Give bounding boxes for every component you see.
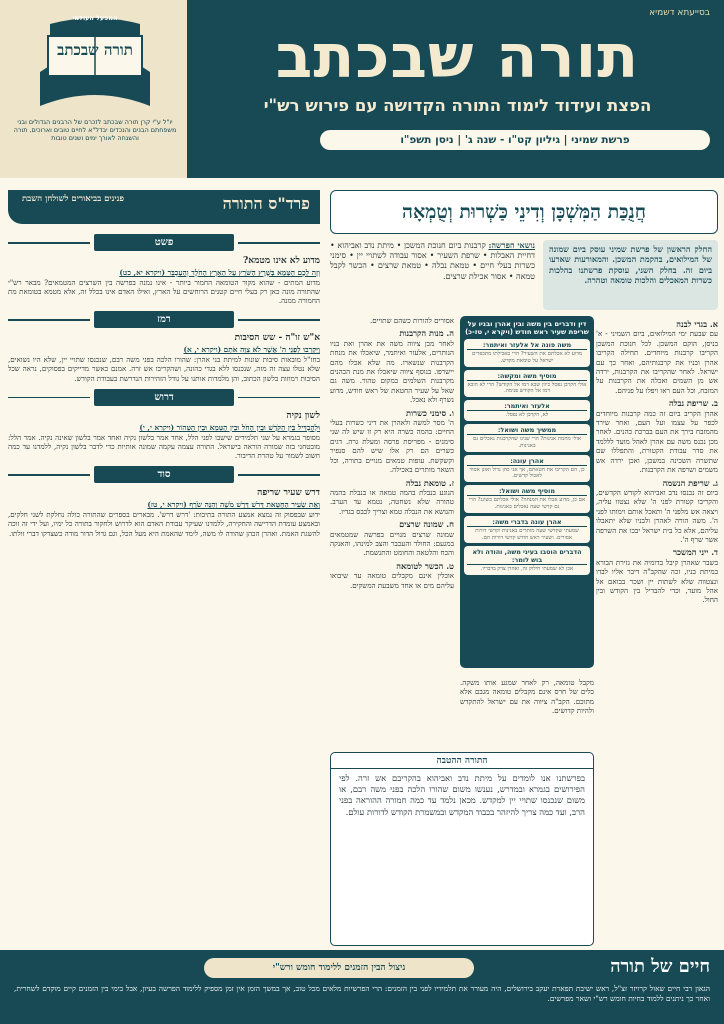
bubble-title: הדברים הוטבו בעיני משה, והודה ולא בוש לומר:	[467, 548, 587, 565]
pardes-content	[8, 228, 320, 948]
pasuk-quote: וְזֶה לָכֶם הַטָּמֵא בַּשֶּׁרֶץ הַשֹּׁרֵץ עַל הָאָרֶץ הַחֹלֶד וְהָעַכְבָּר (ויקרא יא, כט)	[119, 268, 320, 277]
torah-book-logo-icon	[30, 14, 160, 114]
footer-subtitle: ניצול הבין הזמנים ללימוד חומש ורש"י	[204, 958, 474, 978]
summary-text: קרבנות ביום חנוכת המשכן • מיתת נדב ואביהוא • דחיית האבלות • שרפת השעיר • אסור עבודה לשתויי יין • סימני כשרות בעלי חיים • טמאת נבלה • טמאת שרצים • הכשר לקבל טמאה • אסור אכילת שרצים.	[330, 241, 535, 281]
section-question: לשון נקיה	[286, 410, 320, 421]
bubble-body: אם כן, מדוע אכלו את המנחה? אולי אכלתם בשוגג? הרי גם קדשי שעה נאכלים באנינות.	[468, 497, 586, 510]
section-ribbon: רמז	[94, 311, 234, 328]
bubble-title: אהרן עונה בדברי משה:	[467, 518, 587, 527]
lesson-text: בפרשתנו אנו לומדים על מיתת נדב ואביהוא בהקריבם אש זרה. לפי הפירושים בגמרא ובמדרש, נענשו משום שהורו הלכה בפני משה רבם, או משום שנכנסו שתויי יין למקדש. מכאן נלמד עד כמה חמורה ההוראה בפני הרב, ועד כמה צריך להיזהר בכבוד המקדש ובמשמרת הקודש לדורות עולם.	[339, 773, 585, 817]
bubble-body: אולי הקרבן נפסל כיוון שבא דמו אל הקודש? הרי לא הובא דמו אל הקודש פנימה.	[467, 381, 587, 395]
section-heading: ד. ייני המשכר	[673, 547, 718, 558]
dialogue-bubble	[464, 424, 590, 452]
section-text: מסופר בגמרא על שני תלמידים שישבו לפני הלל, אחד אמר בלשון נקיה ואחד אמר בלשון שאינה נקיה. אמר הלל: מובטחני בזה שמורה הוראה בישראל. התורה עצמה עקמה שמונה אותיות כדי לדבר בלשון נקיה, ללמדנו עד כמה חשוב לשמור על טהרת הדיבור.	[8, 432, 320, 461]
bubble-title: ממשיך משה ושואל:	[467, 426, 587, 435]
footer-banner	[0, 950, 724, 1024]
section-heading: ח. שמונה שרצים	[399, 519, 454, 530]
section-heading: ה. מנות הקרבנות	[399, 328, 454, 339]
topic-summary	[330, 240, 535, 310]
bubble-title: אלעזר ואיתמר:	[467, 402, 587, 411]
pasuk-quote: וּלְהַבְדִּיל בֵּין הַקֹּדֶשׁ וּבֵין הַחֹל וּבֵין הַטָּמֵא וּבֵין הַטָּהוֹר (ויקרא י, י)	[139, 422, 320, 432]
article-column-continued: מקבל טומאה, רק לאחר שמגע אותו משקה. כלים של חרס אינם מקבלים טומאה מגבם אלא מתוכם. הקב"ה ציווה את עם ישראל להתקדש ולהיות קדושים.	[460, 678, 594, 716]
pasuk-quote: וְאֵת שְׂעִיר הַחַטָּאת דָּרֹשׁ דָּרַשׁ מֹשֶׁה וְהִנֵּה שֹׂרָף (ויקרא י, טז)	[147, 500, 320, 510]
section-text: שמונה שרצים מנויים בפרשה שמטמאים במגעם: החולד והעכבר והצב למינהו, והאנקה והכח והלטאה והחומט והתנשמת.	[330, 529, 454, 558]
bubble-title: אהרן עונה:	[467, 457, 587, 466]
section-text: אוכלין אינם מקבלים טומאה עד שיבואו עליהם מים או אחד משבעת המשקים.	[330, 571, 454, 590]
bubble-title: משה פונה אל אלעזר ואיתמר:	[467, 341, 587, 350]
logo-panel	[0, 0, 190, 178]
footer-title: חיים של תורה	[610, 956, 710, 977]
newsletter-title: תורה שבכתב	[275, 22, 640, 92]
dialogue-bubble	[464, 339, 590, 367]
section-question: א"ש זו"ה - שש הסיבות	[234, 333, 320, 344]
bubble-body: לא, הקרבן לא נפסל.	[505, 412, 549, 419]
bubble-title: מוסיף משה ושואל:	[467, 487, 587, 496]
article-column-right	[596, 316, 718, 946]
lesson-box	[330, 752, 594, 946]
masthead	[0, 0, 724, 178]
pasuk-quote: וַיִּקְרְבוּ לִפְנֵי ה' אֲשֶׁר לֹא צִוָּה אֹתָם (ויקרא י, א)	[183, 345, 320, 355]
section-heading: ט. הכשר לטומאה	[396, 560, 454, 571]
dialogue-bubble	[464, 546, 590, 575]
dialogue-bubble	[464, 370, 590, 398]
section-text: לאחר מכן ציווה משה את אהרן ואת בניו הנותרים, אלעזר ואיתמר, שיאכלו את מנחת הקרבנות שנשארו. מה שלא אכלו מהם יישרפו. בנוסף ציווה שיאכלו את מנת הכהנים מקרבנות השלמים במקום טהור. משה גם שאל על שעיר החטאת של ראש חודש, מדוע נשרף ולא נאכל.	[330, 338, 454, 405]
logo-title: תורה שבכתב	[57, 41, 133, 59]
bubble-title: מוסיף משה ומקשה:	[467, 372, 587, 381]
pardes-title: פרד"ס התורה	[222, 194, 310, 213]
lesson-title: התורה ההטבה	[331, 753, 593, 769]
dialogue-panel	[460, 316, 594, 668]
section-text: בשבר שאהרן קיבל בדומיה את גזירת הבורא במיתת בניו, זכה שהקב"ה דיבר אליו לבדו ונצטווה שלא לשתות יין ושכר בבואם אל אהל מועד, וכדי להבדיל בין הקודש ובין החול.	[596, 557, 718, 605]
section-text: אסורים להורות כשהם שתויים.	[369, 316, 454, 325]
section-question: דרש שעיר שריפה	[257, 488, 320, 499]
dialogue-bubble	[464, 516, 590, 544]
summary-head: נושאי הפרשה:	[488, 240, 536, 250]
bubble-body: שמעתי שקדשי שעה מותרים באנינות וקדשי דורות אסורים. ושעיר ראש חודש קדשי דורות הם.	[475, 527, 579, 541]
bubble-body: אולי מחמת אנינות? הרי שנינו שהקרבנות נאכלים גם באנינות.	[473, 435, 581, 449]
pardes-banner	[8, 190, 320, 224]
issue-info: פרשת שמיני | גיליון קט"ו - שנה ג' | ניסן תשפ"ו	[320, 130, 710, 150]
footer-text: הגאון רבי חיים שאול קרויזר זצ"ל, ראש ישיבת תפארת יעקב בירושלים, היה מעורר את תלמידיו לפני בין הזמנים: הרי הפרשיות מלאים מכל טוב, אך במשך הזמן אין זמן מספיק ללימוד הפרשה בעיון, אבל בימי בין הזמנים קיים מוקדם לשחרית, ואחר כך ניתנים ללמוד בחיות חומש רש"י ושאר מפרשים.	[14, 984, 710, 1003]
section-heading: ג. שריפת הנשמה	[662, 477, 718, 488]
sponsor-tag: בסייעתא דשמיא	[649, 8, 710, 18]
section-text: הנוגע בנבלת בהמה טמאה או בנבלת בהמה טהורה שלא נשחטה, נטמא עד הערב. והנושא את הנבלה טמא וצריך לכבס בגדיו.	[330, 487, 454, 516]
dedication-text: יו"ל ע"י קרן תורה שבכתב לזכרם של הרבנים הגדולים ובני משפחתם הבנים והנכדים יבדל"א לחיים טובים וארוכים, תורה והשגחה לאורך ימים ושנים טובות	[13, 118, 177, 142]
newsletter-subtitle: הפצת ועידוד לימוד התורה הקדושה עם פירוש רש"י	[263, 96, 652, 115]
logo-top-text: המפעל העולמי	[72, 14, 118, 22]
article-column-left	[330, 316, 454, 750]
dialogue-bubble	[464, 455, 590, 483]
section-text: ה' מסר למשה ולאהרן את דיני כשרות בעלי החיים: בהמה כשרה היא רק זו שיש לה שני סימנים - מפריסת פרסה ומעלת גרה. דגים כשרים הם רק אלו שיש להם סנפיר וקשקשת. עופות טמאים מנויים בתורה, וכל השאר מותרים באכילה.	[330, 418, 454, 475]
section-text: ביום זה נכנסו נדב ואביהוא לקודש הקדשים, והקריבו קטורת לפני ה' שלא נצטוו עליה, ויצאה אש מלפני ה' ותאכל אותם וימותו לפני ה'. משה הורה לאהרן ולבניו שלא יתאבלו עליהם, אלא כל בית ישראל יבכו את השרפה אשר שרף ה'.	[596, 487, 718, 544]
pardes-subtitle: פנינים בביאורים לשולחן השבת	[21, 194, 125, 204]
bubble-body: מדוע לא אכלתם את השעיר? הרי באכילתו מתכפרים ישראל על טומאת מקדש.	[471, 351, 583, 364]
section-text: מדוע המתים - שהוא מקור הטומאה החמור ביותר - אינו נמנה בפרשה בין השרצים המטמאים? מבאר רש"י שהתורה מונה כאן רק בעלי חיים קטנים הרוחשים על הארץ, ואילו האדם אינו בכלל זה, אלא מטמא בטומאת מת החמורה ממנה.	[8, 277, 320, 306]
section-heading: ו. סימני כשרות	[405, 407, 454, 418]
dialogue-bubble	[464, 400, 590, 421]
section-heading: ב. שריפת נבלה	[668, 398, 718, 409]
pardes-column	[8, 190, 320, 950]
section-text: אהרן הקריב ביום זה כמה קרבנות מיוחדים לכפר על עצמו ועל העם, ואחר שירד מהמזבח בירך את העם בברכת כהנים. לאחר מכן נכנס משה עם אהרן לאהל מועד לללמד את סדר עבודת הקטורת, והתפללו שם שתשרה השכינה במשכן, ואכן ירדה אש משמים ושרפה את הקרבנות.	[596, 408, 718, 475]
section-ribbon: דרוש	[94, 389, 234, 406]
section-ribbon: סוד	[94, 466, 234, 483]
section-text: בחז"ל מובאות סיבות שונות למיתת בני אהרן: שהורו הלכה בפני משה רבם, שנכנסו שתויי יין, שלא היו נשואים, שלא נטלו עצה זה מזה, שנכנסו ללא בגדי כהונה, ושהקריבו אש זרה. אמנם כאשר מדייקים בפסוקים, נראה שכל הסיבות רמוזות בלשון הכתוב, והן מלמדות אותנו על גודל הזהירות הנדרשת בעבודת הקודש.	[8, 355, 320, 383]
section-question: מדוע לא אינו מטמא?	[243, 256, 320, 266]
dialogue-bubble	[464, 485, 590, 513]
bubble-body: אכן לא שמעתי חילוק זה, ואהרן צדק בדבריו.	[480, 566, 574, 573]
section-ribbon: פשט	[94, 234, 234, 251]
section-text: עם שבעת ימי המילואים, ביום השמיני - א' בניסן, הוקם המשכן. לכל חנוכת המשכן הקריבו קרבנות מיוחדים. תחילה הקריבו אהרן ובניו את קרבנותיהם, ואחר כך עם ישראל. לאחר שהקריבו את הקרבנות, ירדה אש מן השמים ואכלה את הקרבנות על המזבח, וכל העם ראו ויפלו על פניהם.	[596, 329, 718, 395]
section-heading: א. בגדי לבנה	[676, 319, 718, 329]
section-heading: ז. טומאת נבלה	[405, 477, 454, 488]
main-article	[330, 190, 718, 950]
bubble-body: כן, הם הקריבו את חטאתם, אך אני כהן גדול ואונן אסור לאכול קדשים.	[469, 466, 585, 480]
topic-intro: החלק הראשון של פרשת שמיני עוסק ביום שמונה של המילואים, בהקמת המשכן. והמאורעות שארעו ביום זה. בחלק השני, עוסקת פרשתנו בהלכות כשרות המאכלים והלכות טומאה וטהרה.	[543, 240, 718, 310]
section-text: ידוע שבפסוק זה נמצא אמצע התורה בתיבות: 'דרש דרש'. מבארים בספרים שהתורה כולה נחלקת לשני חלקים, ובאמצע עומדת הדרישה והחקירה, ללמדנו שעיקר עבודת האדם הוא לדרוש ולחקור בתורה כל ימיו, ועל ידי זה זוכה להשגת האמת. ואהרן הכהן שהודה לו משה, לימד שהאמת היא מעל הכל, וגם גדול הדור מודה כשצדקו דברי זולתו.	[8, 510, 320, 538]
topic-title: חֲנֻכַּת הַמִּשְׁכָּן וְדִינֵי כַּשְׁרוּת וְטֻמְאָה	[330, 190, 718, 234]
dialogue-head: דין ודברים בין משה ובין אהרן ובניו על שריפת שעיר ראש חודש (ויקרא י, טז-כ)	[465, 320, 589, 336]
